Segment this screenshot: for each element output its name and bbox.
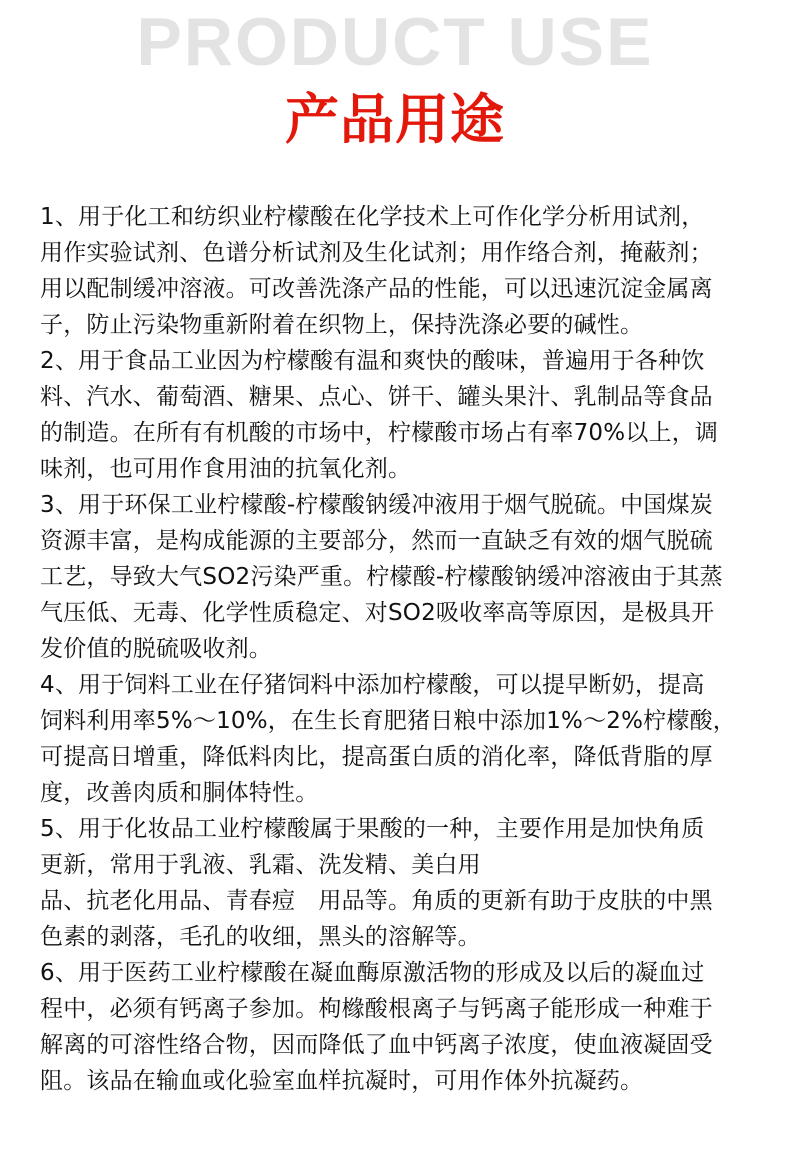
paragraph-line: 4、用于饲料工业在仔猪饲料中添加柠檬酸，可以提早断奶，提高 (40, 672, 705, 698)
paragraph-line: 6、用于医药工业柠檬酸在凝血酶原激活物的形成及以后的凝血过 (40, 960, 705, 986)
usage-paragraph (40, 955, 760, 1099)
paragraph-line: 更新，常用于乳液、乳霜、洗发精、美白用 (40, 852, 481, 878)
paragraph-line: 饲料利用率5%～10%，在生长育肥猪日粮中添加1%～2%柠檬酸， (40, 708, 736, 734)
paragraph-line: 5、用于化妆品工业柠檬酸属于果酸的一种，主要作用是加快角质 (40, 816, 705, 842)
paragraph-line: 资源丰富，是构成能源的主要部分，然而一直缺乏有效的烟气脱硫 (40, 528, 713, 554)
paragraph-line: 的制造。在所有有机酸的市场中，柠檬酸市场占有率70%以上，调 (40, 420, 719, 446)
paragraph-line: 用作实验试剂、色谱分析试剂及生化试剂；用作络合剂，掩蔽剂； (40, 240, 713, 266)
paragraph-line: 色素的剥落，毛孔的收细，黑头的溶解等。 (40, 924, 481, 950)
paragraph-line: 品、抗老化用品、青春痘 用品等。角质的更新有助于皮肤的中黑 (40, 888, 713, 914)
paragraph-line: 度，改善肉质和胴体特性。 (40, 780, 319, 806)
usage-content (40, 199, 760, 1099)
paragraph-line: 料、汽水、葡萄酒、糖果、点心、饼干、罐头果汁、乳制品等食品 (40, 384, 713, 410)
watermark-heading: PRODUCT USE (136, 4, 654, 80)
paragraph-line: 1、用于化工和纺织业柠檬酸在化学技术上可作化学分析用试剂， (40, 204, 705, 230)
paragraph-line: 用以配制缓冲溶液。可改善洗涤产品的性能，可以迅速沉淀金属离 (40, 276, 713, 302)
paragraph-line: 解离的可溶性络合物，因而降低了血中钙离子浓度，使血液凝固受 (40, 1032, 713, 1058)
paragraph-line: 味剂，也可用作食用油的抗氧化剂。 (40, 456, 412, 482)
paragraph-line: 程中，必须有钙离子参加。枸橼酸根离子与钙离子能形成一种难于 (40, 996, 713, 1022)
usage-paragraph (40, 811, 760, 955)
paragraph-line: 工艺，导致大气SO2污染严重。柠檬酸-柠檬酸钠缓冲溶液由于其蒸 (40, 564, 723, 590)
usage-paragraph (40, 343, 760, 487)
page-title: 产品用途 (285, 88, 505, 151)
paragraph-line: 可提高日增重，降低料肉比，提高蛋白质的消化率，降低背脂的厚 (40, 744, 713, 770)
paragraph-line: 发价值的脱硫吸收剂。 (40, 636, 272, 662)
usage-paragraph (40, 199, 760, 343)
usage-paragraph (40, 667, 760, 811)
paragraph-line: 阻。该品在输血或化验室血样抗凝时，可用作体外抗凝药。 (40, 1068, 644, 1094)
paragraph-line: 子，防止污染物重新附着在织物上，保持洗涤必要的碱性。 (40, 312, 644, 338)
usage-paragraph (40, 487, 760, 667)
paragraph-line: 3、用于环保工业柠檬酸-柠檬酸钠缓冲液用于烟气脱硫。中国煤炭 (40, 492, 713, 518)
paragraph-line: 气压低、无毒、化学性质稳定、对SO2吸收率高等原因，是极具开 (40, 600, 715, 626)
paragraph-line: 2、用于食品工业因为柠檬酸有温和爽快的酸味，普遍用于各种饮 (40, 348, 705, 374)
